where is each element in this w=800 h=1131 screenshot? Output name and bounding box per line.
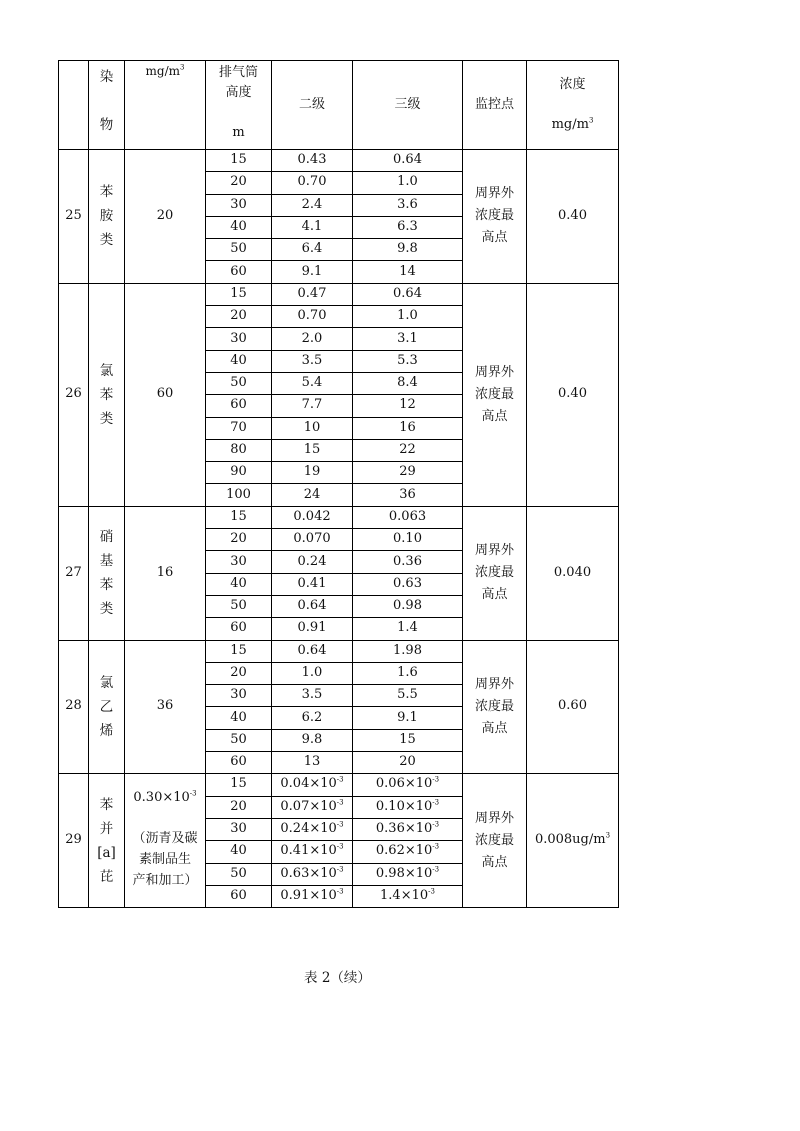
grade2-rate	[272, 261, 353, 283]
grade2-rate-text: 0.70	[297, 308, 327, 324]
boundary-limit	[527, 640, 619, 774]
grade3-rate-text: 1.0	[397, 308, 418, 324]
grade2-rate	[272, 462, 353, 484]
grade3-rate-text: 5.3	[397, 352, 418, 368]
monitor-point-text: 周界外 浓度最 高点	[474, 364, 514, 424]
grade3-rate-text: 14	[399, 263, 416, 279]
stack-height-text: 30	[230, 821, 247, 837]
grade2-rate-text: 1.0	[301, 665, 323, 680]
grade3-rate-text: 8.4	[397, 375, 418, 391]
stack-height	[206, 885, 272, 907]
grade2-rate-text: 3.5	[301, 352, 323, 368]
stack-height	[206, 306, 272, 328]
pollutant-name-text: 苯 胺 类	[99, 184, 114, 249]
grade3-rate-text: 0.64	[393, 152, 422, 168]
stack-height	[206, 551, 272, 573]
stack-height-text: 40	[230, 219, 247, 235]
grade3-rate-exponent: -3	[432, 820, 440, 829]
grade2-rate	[272, 395, 353, 417]
stack-height-text: 50	[230, 598, 247, 614]
pollutant-number-text: 26	[65, 386, 82, 402]
grade2-rate	[272, 283, 353, 305]
grade3-rate	[353, 283, 463, 305]
grade2-rate-exponent: -3	[336, 776, 344, 785]
grade3-rate	[353, 150, 463, 172]
grade3-rate	[353, 506, 463, 528]
stack-height-text: 50	[230, 241, 247, 257]
grade2-rate-text: 0.41	[297, 575, 327, 591]
pollutant-number	[59, 506, 89, 640]
max-emission-concentration	[125, 640, 206, 774]
stack-height-text: 30	[230, 687, 247, 703]
grade3-rate-text: 0.36	[393, 553, 422, 569]
grade3-rate-text: 22	[399, 442, 416, 458]
table-caption: 表 2（续）	[304, 970, 371, 986]
header-max-conc	[125, 61, 206, 150]
stack-height	[206, 506, 272, 528]
pollutant-name	[89, 774, 125, 908]
grade3-rate	[353, 462, 463, 484]
grade2-rate-text: 15	[303, 442, 321, 458]
stack-height	[206, 841, 272, 863]
grade3-rate	[353, 573, 463, 595]
grade2-rate-text: 0.24	[297, 553, 327, 569]
grade3-rate-text: 0.98×10	[375, 865, 433, 881]
stack-height-text: 40	[230, 709, 247, 725]
grade2-rate-text: 0.91	[297, 620, 327, 636]
grade3-rate-text: 1.0	[397, 174, 418, 190]
grade2-rate	[272, 752, 353, 774]
grade3-rate	[353, 551, 463, 573]
grade2-rate	[272, 372, 353, 394]
grade3-rate-text: 20	[399, 754, 416, 770]
boundary-limit-text: 0.60	[558, 698, 587, 714]
grade3-rate-text: 5.5	[397, 687, 418, 703]
stack-height-text: 80	[230, 442, 247, 458]
grade2-rate	[272, 595, 353, 617]
grade3-rate-text: 15	[399, 731, 416, 747]
grade2-rate-text: 0.64	[297, 642, 327, 658]
table-row	[59, 640, 619, 662]
monitor-point-text: 周界外 浓度最 高点	[474, 543, 514, 603]
grade3-rate-text: 9.8	[397, 241, 418, 257]
pollutant-name	[89, 640, 125, 774]
grade3-rate	[353, 484, 463, 506]
grade3-rate	[353, 417, 463, 439]
grade2-rate	[272, 417, 353, 439]
pollutant-number-text: 29	[65, 832, 82, 848]
grade2-rate-exponent: -3	[336, 865, 344, 874]
pollutant-number-text: 27	[65, 564, 82, 580]
grade2-rate-text: 0.43	[297, 152, 327, 168]
grade3-rate-text: 1.98	[393, 642, 422, 658]
stack-height	[206, 484, 272, 506]
stack-height-text: 15	[230, 285, 247, 301]
grade3-rate	[353, 372, 463, 394]
grade2-rate	[272, 729, 353, 751]
pollutant-name-text: 氯 乙 烯	[99, 674, 114, 739]
stack-height	[206, 618, 272, 640]
grade2-rate	[272, 529, 353, 551]
stack-height	[206, 640, 272, 662]
grade3-rate-text: 0.10	[393, 531, 422, 547]
grade3-rate-exponent: -3	[432, 776, 440, 785]
grade2-rate	[272, 774, 353, 796]
boundary-limit-text: 0.040	[553, 564, 592, 580]
grade3-rate-text: 29	[399, 464, 416, 480]
header-grade3-label: 三级	[394, 96, 421, 112]
grade2-rate	[272, 172, 353, 194]
stack-height-text: 15	[230, 642, 247, 658]
stack-height-text: 15	[230, 776, 247, 792]
max-emission-concentration-text: 60	[156, 386, 174, 402]
stack-height	[206, 328, 272, 350]
grade2-rate	[272, 439, 353, 461]
grade3-rate	[353, 395, 463, 417]
stack-height	[206, 707, 272, 729]
grade2-rate-text: 0.70	[297, 174, 327, 190]
grade2-rate-text: 7.7	[301, 397, 323, 413]
stack-height	[206, 150, 272, 172]
grade2-rate-text: 0.91×10	[280, 887, 337, 903]
stack-height-text: 20	[230, 798, 247, 814]
table-header-row	[59, 61, 619, 150]
stack-height	[206, 417, 272, 439]
header-grade3	[353, 61, 463, 150]
monitor-point	[463, 283, 527, 506]
monitor-point	[463, 640, 527, 774]
grade3-rate	[353, 796, 463, 818]
table-body	[59, 61, 619, 908]
stack-height-text: 60	[230, 887, 247, 903]
header-pollutant	[89, 61, 125, 150]
grade3-rate-text: 16	[399, 419, 416, 435]
grade2-rate	[272, 841, 353, 863]
table-row	[59, 283, 619, 305]
grade3-rate	[353, 729, 463, 751]
stack-height-text: 70	[230, 419, 247, 435]
table-row	[59, 774, 619, 796]
max-emission-concentration	[125, 150, 206, 284]
header-monitor-label: 监控点	[474, 96, 514, 112]
stack-height	[206, 685, 272, 707]
pollutant-name-text: 氯 苯 类	[99, 362, 114, 427]
max-emission-concentration-exponent: -3	[189, 789, 197, 798]
boundary-limit-exponent: 3	[605, 831, 611, 840]
grade3-rate	[353, 640, 463, 662]
grade3-rate-exponent: -3	[432, 798, 440, 807]
stack-height-text: 20	[230, 665, 247, 680]
stack-height	[206, 662, 272, 684]
stack-height	[206, 239, 272, 261]
header-max-conc-sup: 3	[180, 63, 185, 72]
grade2-rate	[272, 506, 353, 528]
max-emission-concentration	[125, 506, 206, 640]
stack-height-text: 50	[230, 865, 247, 881]
grade2-rate	[272, 863, 353, 885]
grade3-rate	[353, 707, 463, 729]
grade2-rate	[272, 350, 353, 372]
grade3-rate-text: 0.63	[393, 575, 422, 591]
max-emission-concentration	[125, 283, 206, 506]
max-emission-concentration-text: 36	[156, 698, 174, 714]
stack-height	[206, 818, 272, 840]
grade2-rate-text: 0.64	[297, 598, 327, 614]
pollutant-number	[59, 640, 89, 774]
grade2-rate-text: 6.2	[301, 709, 323, 725]
stack-height-text: 100	[226, 486, 251, 502]
stack-height-text: 50	[230, 375, 247, 391]
pollutant-number-text: 28	[65, 698, 82, 714]
boundary-limit	[527, 506, 619, 640]
grade3-rate	[353, 350, 463, 372]
stack-height	[206, 752, 272, 774]
stack-height	[206, 172, 272, 194]
header-max-conc-unit: mg/m	[145, 64, 180, 78]
grade2-rate-exponent: -3	[336, 843, 344, 852]
boundary-limit-text: 0.40	[558, 207, 587, 223]
grade2-rate	[272, 796, 353, 818]
stack-height-text: 15	[230, 152, 247, 168]
grade2-rate-text: 9.8	[301, 731, 323, 747]
grade2-rate	[272, 328, 353, 350]
grade3-rate-text: 9.1	[397, 709, 418, 725]
monitor-point	[463, 150, 527, 284]
table-row	[59, 506, 619, 528]
grade3-rate-exponent: -3	[432, 865, 440, 874]
stack-height-text: 20	[230, 531, 247, 547]
grade2-rate-text: 4.1	[301, 219, 323, 235]
max-emission-concentration-text: 0.30×10	[133, 789, 190, 805]
header-stack-height-label: 排气筒 高度 m	[218, 65, 258, 140]
grade3-rate	[353, 662, 463, 684]
stack-height-text: 30	[230, 553, 247, 569]
grade2-rate-text: 0.24×10	[280, 821, 337, 837]
grade3-rate	[353, 774, 463, 796]
header-limit-sup: 3	[588, 116, 594, 125]
stack-height-text: 40	[230, 352, 247, 368]
stack-height	[206, 194, 272, 216]
grade2-rate-text: 2.0	[301, 330, 323, 346]
max-emission-concentration-text: 16	[156, 564, 174, 580]
stack-height-text: 30	[230, 196, 247, 212]
grade2-rate-text: 9.1	[301, 263, 323, 279]
grade2-rate-text: 6.4	[301, 241, 323, 257]
monitor-point	[463, 774, 527, 908]
grade2-rate	[272, 707, 353, 729]
grade3-rate	[353, 261, 463, 283]
stack-height	[206, 729, 272, 751]
pollutant-number	[59, 774, 89, 908]
emission-standard-table	[58, 60, 619, 908]
header-grade2	[272, 61, 353, 150]
boundary-limit-text: 0.40	[558, 386, 587, 402]
grade2-rate	[272, 818, 353, 840]
grade2-rate-text: 0.070	[293, 531, 331, 547]
grade3-rate-text: 0.063	[388, 508, 427, 524]
pollutant-number-text: 25	[65, 207, 82, 223]
grade2-rate	[272, 573, 353, 595]
grade2-rate-text: 0.41×10	[280, 843, 337, 859]
header-monitor	[463, 61, 527, 150]
monitor-point-text: 周界外 浓度最 高点	[474, 810, 514, 870]
monitor-point-text: 周界外 浓度最 高点	[474, 676, 514, 736]
stack-height	[206, 863, 272, 885]
stack-height-text: 20	[230, 174, 247, 190]
grade3-rate	[353, 529, 463, 551]
stack-height-text: 50	[230, 731, 247, 747]
grade3-rate	[353, 239, 463, 261]
boundary-limit	[527, 774, 619, 908]
stack-height	[206, 350, 272, 372]
grade3-rate	[353, 885, 463, 907]
pollutant-name-text: 硝 基 苯 类	[99, 529, 114, 618]
pollutant-name	[89, 283, 125, 506]
grade2-rate	[272, 618, 353, 640]
grade3-rate	[353, 818, 463, 840]
stack-height-text: 60	[230, 263, 247, 279]
grade2-rate-text: 10	[303, 419, 321, 435]
grade2-rate-text: 24	[303, 486, 321, 502]
stack-height-text: 15	[230, 508, 247, 524]
stack-height	[206, 573, 272, 595]
stack-height	[206, 372, 272, 394]
grade2-rate	[272, 484, 353, 506]
stack-height-text: 40	[230, 843, 247, 859]
stack-height-text: 60	[230, 397, 247, 413]
grade2-rate-text: 0.042	[293, 508, 331, 524]
grade3-rate-text: 1.6	[397, 665, 418, 680]
grade2-rate-text: 0.07×10	[280, 798, 337, 814]
pollutant-name	[89, 150, 125, 284]
grade2-rate-text: 13	[303, 754, 321, 770]
stack-height-text: 60	[230, 620, 247, 636]
grade3-rate-text: 36	[399, 486, 416, 502]
table-row	[59, 150, 619, 172]
stack-height-text: 90	[230, 464, 247, 480]
stack-height-text: 20	[230, 308, 247, 324]
stack-height	[206, 216, 272, 238]
grade3-rate-text: 0.98	[393, 598, 422, 614]
grade2-rate-text: 0.04×10	[280, 776, 337, 792]
grade2-rate	[272, 685, 353, 707]
grade2-rate-exponent: -3	[336, 887, 344, 896]
max-emission-concentration-note: （沥青及碳 素制品生 产和加工）	[132, 830, 198, 888]
grade3-rate	[353, 595, 463, 617]
grade3-rate-text: 6.3	[397, 219, 418, 235]
grade2-rate-exponent: -3	[336, 798, 344, 807]
grade2-rate-text: 3.5	[301, 687, 323, 703]
pollutant-number	[59, 283, 89, 506]
stack-height	[206, 529, 272, 551]
grade3-rate-text: 0.10×10	[375, 798, 433, 814]
grade3-rate-text: 12	[399, 397, 416, 413]
stack-height	[206, 261, 272, 283]
stack-height	[206, 283, 272, 305]
grade2-rate-text: 0.63×10	[280, 865, 337, 881]
grade2-rate-text: 5.4	[301, 375, 323, 391]
grade2-rate	[272, 662, 353, 684]
monitor-point	[463, 506, 527, 640]
grade2-rate	[272, 306, 353, 328]
stack-height-text: 60	[230, 754, 247, 770]
grade3-rate-text: 3.1	[397, 330, 418, 346]
pollutant-name-text: 苯 并 [a] 芘	[97, 796, 116, 885]
grade3-rate	[353, 618, 463, 640]
grade3-rate	[353, 216, 463, 238]
header-grade2-label: 二级	[298, 96, 325, 112]
grade2-rate	[272, 239, 353, 261]
grade3-rate-text: 0.06×10	[375, 776, 433, 792]
max-emission-concentration-text: 20	[156, 207, 174, 223]
boundary-limit	[527, 283, 619, 506]
stack-height-text: 40	[230, 575, 247, 591]
grade2-rate-text: 0.47	[297, 285, 327, 301]
header-limit	[527, 61, 619, 150]
grade3-rate	[353, 306, 463, 328]
grade3-rate	[353, 841, 463, 863]
grade3-rate-text: 3.6	[397, 196, 418, 212]
stack-height	[206, 439, 272, 461]
boundary-limit	[527, 150, 619, 284]
grade2-rate-text: 2.4	[301, 196, 323, 212]
grade3-rate-exponent: -3	[432, 843, 440, 852]
grade3-rate-exponent: -3	[428, 887, 435, 896]
grade3-rate-text: 1.4	[397, 620, 418, 636]
grade2-rate	[272, 216, 353, 238]
max-emission-concentration	[125, 774, 206, 908]
grade2-rate-text: 19	[303, 464, 321, 480]
header-stack-height	[206, 61, 272, 150]
grade3-rate	[353, 439, 463, 461]
boundary-limit-text: 0.008ug/m	[534, 832, 606, 848]
grade3-rate	[353, 752, 463, 774]
grade3-rate-text: 0.62×10	[375, 843, 433, 859]
stack-height	[206, 595, 272, 617]
stack-height	[206, 796, 272, 818]
header-limit-label: 浓度 mg/m	[551, 77, 589, 132]
grade2-rate	[272, 150, 353, 172]
pollutant-number	[59, 150, 89, 284]
grade3-rate	[353, 685, 463, 707]
grade2-rate-exponent: -3	[336, 820, 344, 829]
grade2-rate	[272, 194, 353, 216]
grade2-rate	[272, 551, 353, 573]
grade2-rate	[272, 640, 353, 662]
header-number	[59, 61, 89, 150]
header-pollutant-label: 染 物	[99, 69, 114, 133]
stack-height-text: 30	[230, 330, 247, 346]
stack-height	[206, 774, 272, 796]
stack-height	[206, 462, 272, 484]
grade3-rate-text: 0.36×10	[375, 821, 433, 837]
stack-height	[206, 395, 272, 417]
grade3-rate-text: 0.64	[393, 285, 422, 301]
grade3-rate	[353, 194, 463, 216]
pollutant-name	[89, 506, 125, 640]
grade3-rate-text: 1.4×10	[380, 887, 429, 903]
grade3-rate	[353, 328, 463, 350]
monitor-point-text: 周界外 浓度最 高点	[474, 186, 514, 246]
grade3-rate	[353, 863, 463, 885]
grade2-rate	[272, 885, 353, 907]
grade3-rate	[353, 172, 463, 194]
